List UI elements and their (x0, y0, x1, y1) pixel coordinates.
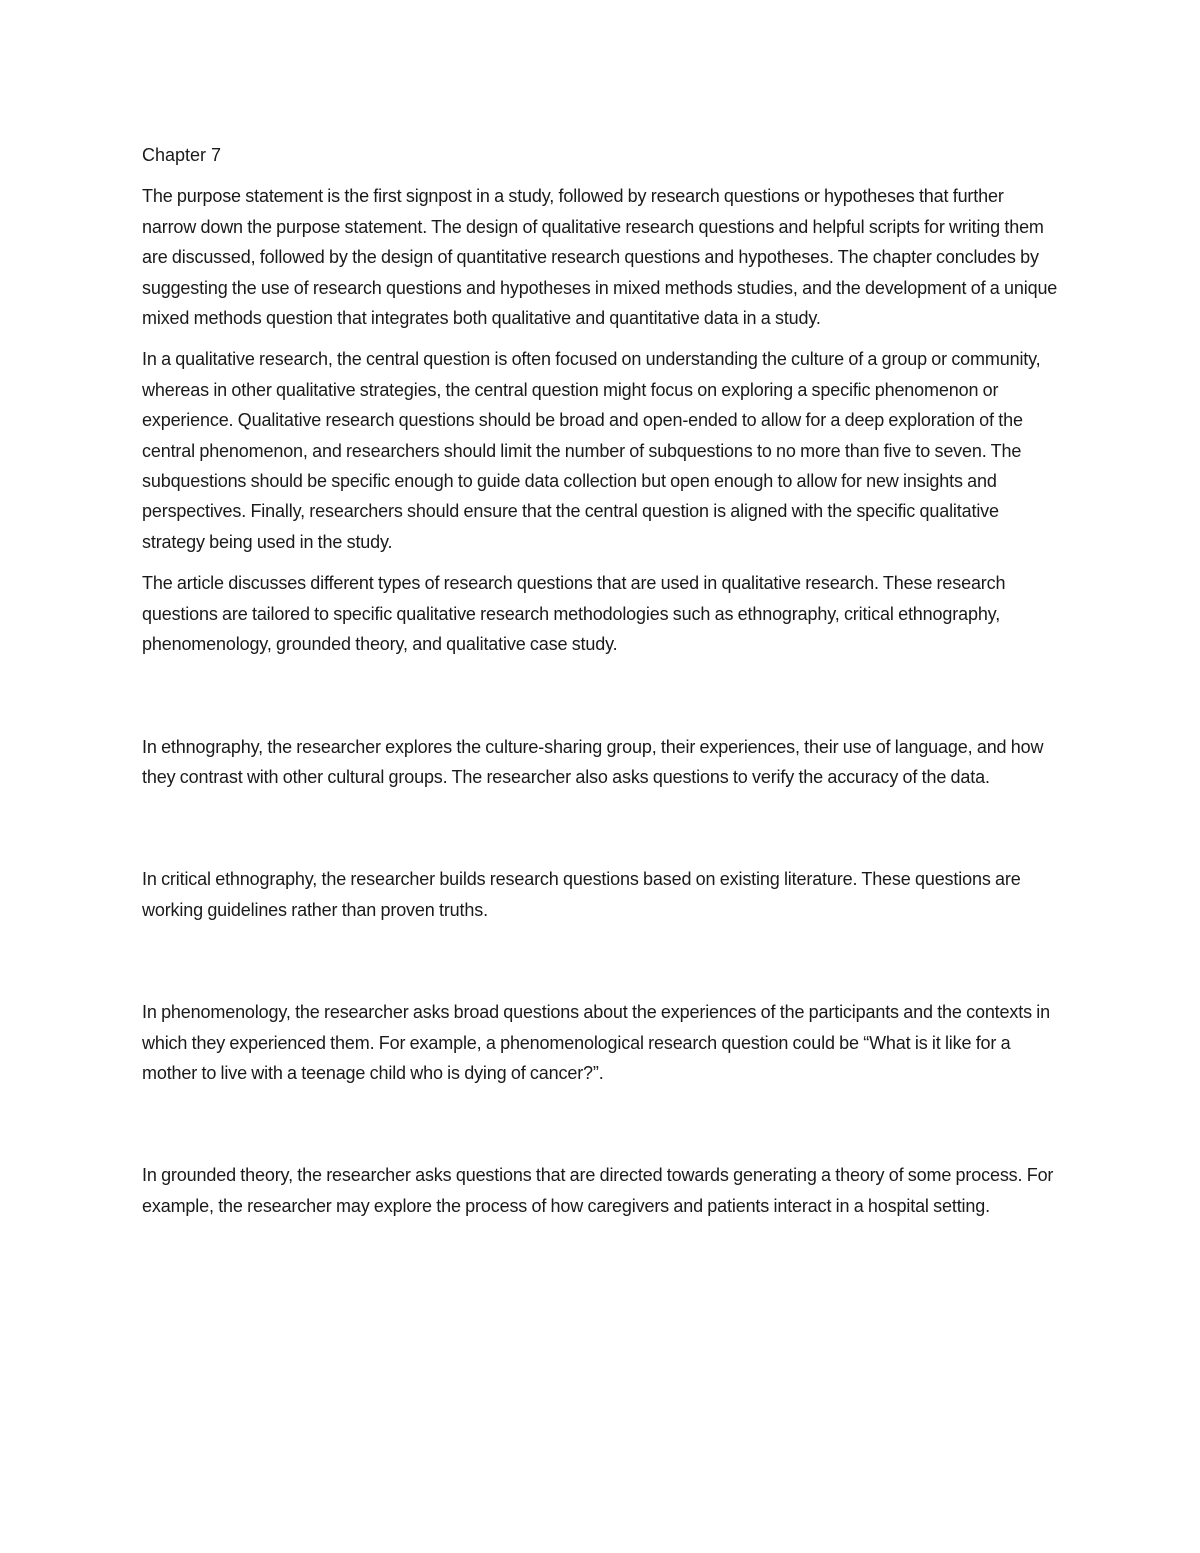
document-body (142, 140, 1062, 1221)
paragraph-grounded-theory: In grounded theory, the researcher asks questions that are directed towards generating a theory of some process. For example, the researcher may explore the process of how caregivers and patients interact in a hospital setting. (142, 1165, 1054, 1216)
paragraph-purpose-statement: The purpose statement is the first signpost in a study, followed by research questions or hypotheses that further narrow down the purpose statement. The design of qualitative research questions and helpful scripts for writing them are discussed, followed by the design of quantitative research questions and hypotheses. The chapter concludes by suggesting the use of research questions and hypotheses in mixed methods studies, and the development of a unique mixed methods question that integrates both qualitative and quantitative data in a study. (142, 186, 1058, 329)
paragraph-qualitative-central-question: In a qualitative research, the central question is often focused on understanding the culture of a group or community, whereas in other qualitative strategies, the central question might focus on exploring a specific phenomenon or experience. Qualitative research questions should be broad and open-ended to allow for a deep exploration of the central phenomenon, and researchers should limit the number of subquestions to no more than five to seven. The subquestions should be specific enough to guide data collection but open enough to allow for new insights and perspectives. Finally, researchers should ensure that the central question is aligned with the specific qualitative strategy being used in the study. (142, 349, 1041, 552)
paragraph-ethnography: In ethnography, the researcher explores the culture-sharing group, their experiences, their use of language, and how they contrast with other cultural groups. The researcher also asks questions to verify the accuracy of the data. (142, 736, 1044, 787)
chapter-heading: Chapter 7 (142, 145, 222, 165)
paragraph-critical-ethnography: In critical ethnography, the researcher builds research questions based on existing literature. These questions are working guidelines rather than proven truths. (142, 869, 1021, 920)
paragraph-question-types: The article discusses different types of research questions that are used in qualitative research. These research questions are tailored to specific qualitative research methodologies such as ethnography, critical ethnography, phenomenology, grounded theory, and qualitative case study. (142, 573, 1006, 655)
paragraph-phenomenology: In phenomenology, the researcher asks broad questions about the experiences of the participants and the contexts in which they experienced them. For example, a phenomenological research question could be “What is it like for a mother to live with a teenage child who is dying of cancer?”. (142, 1002, 1051, 1083)
